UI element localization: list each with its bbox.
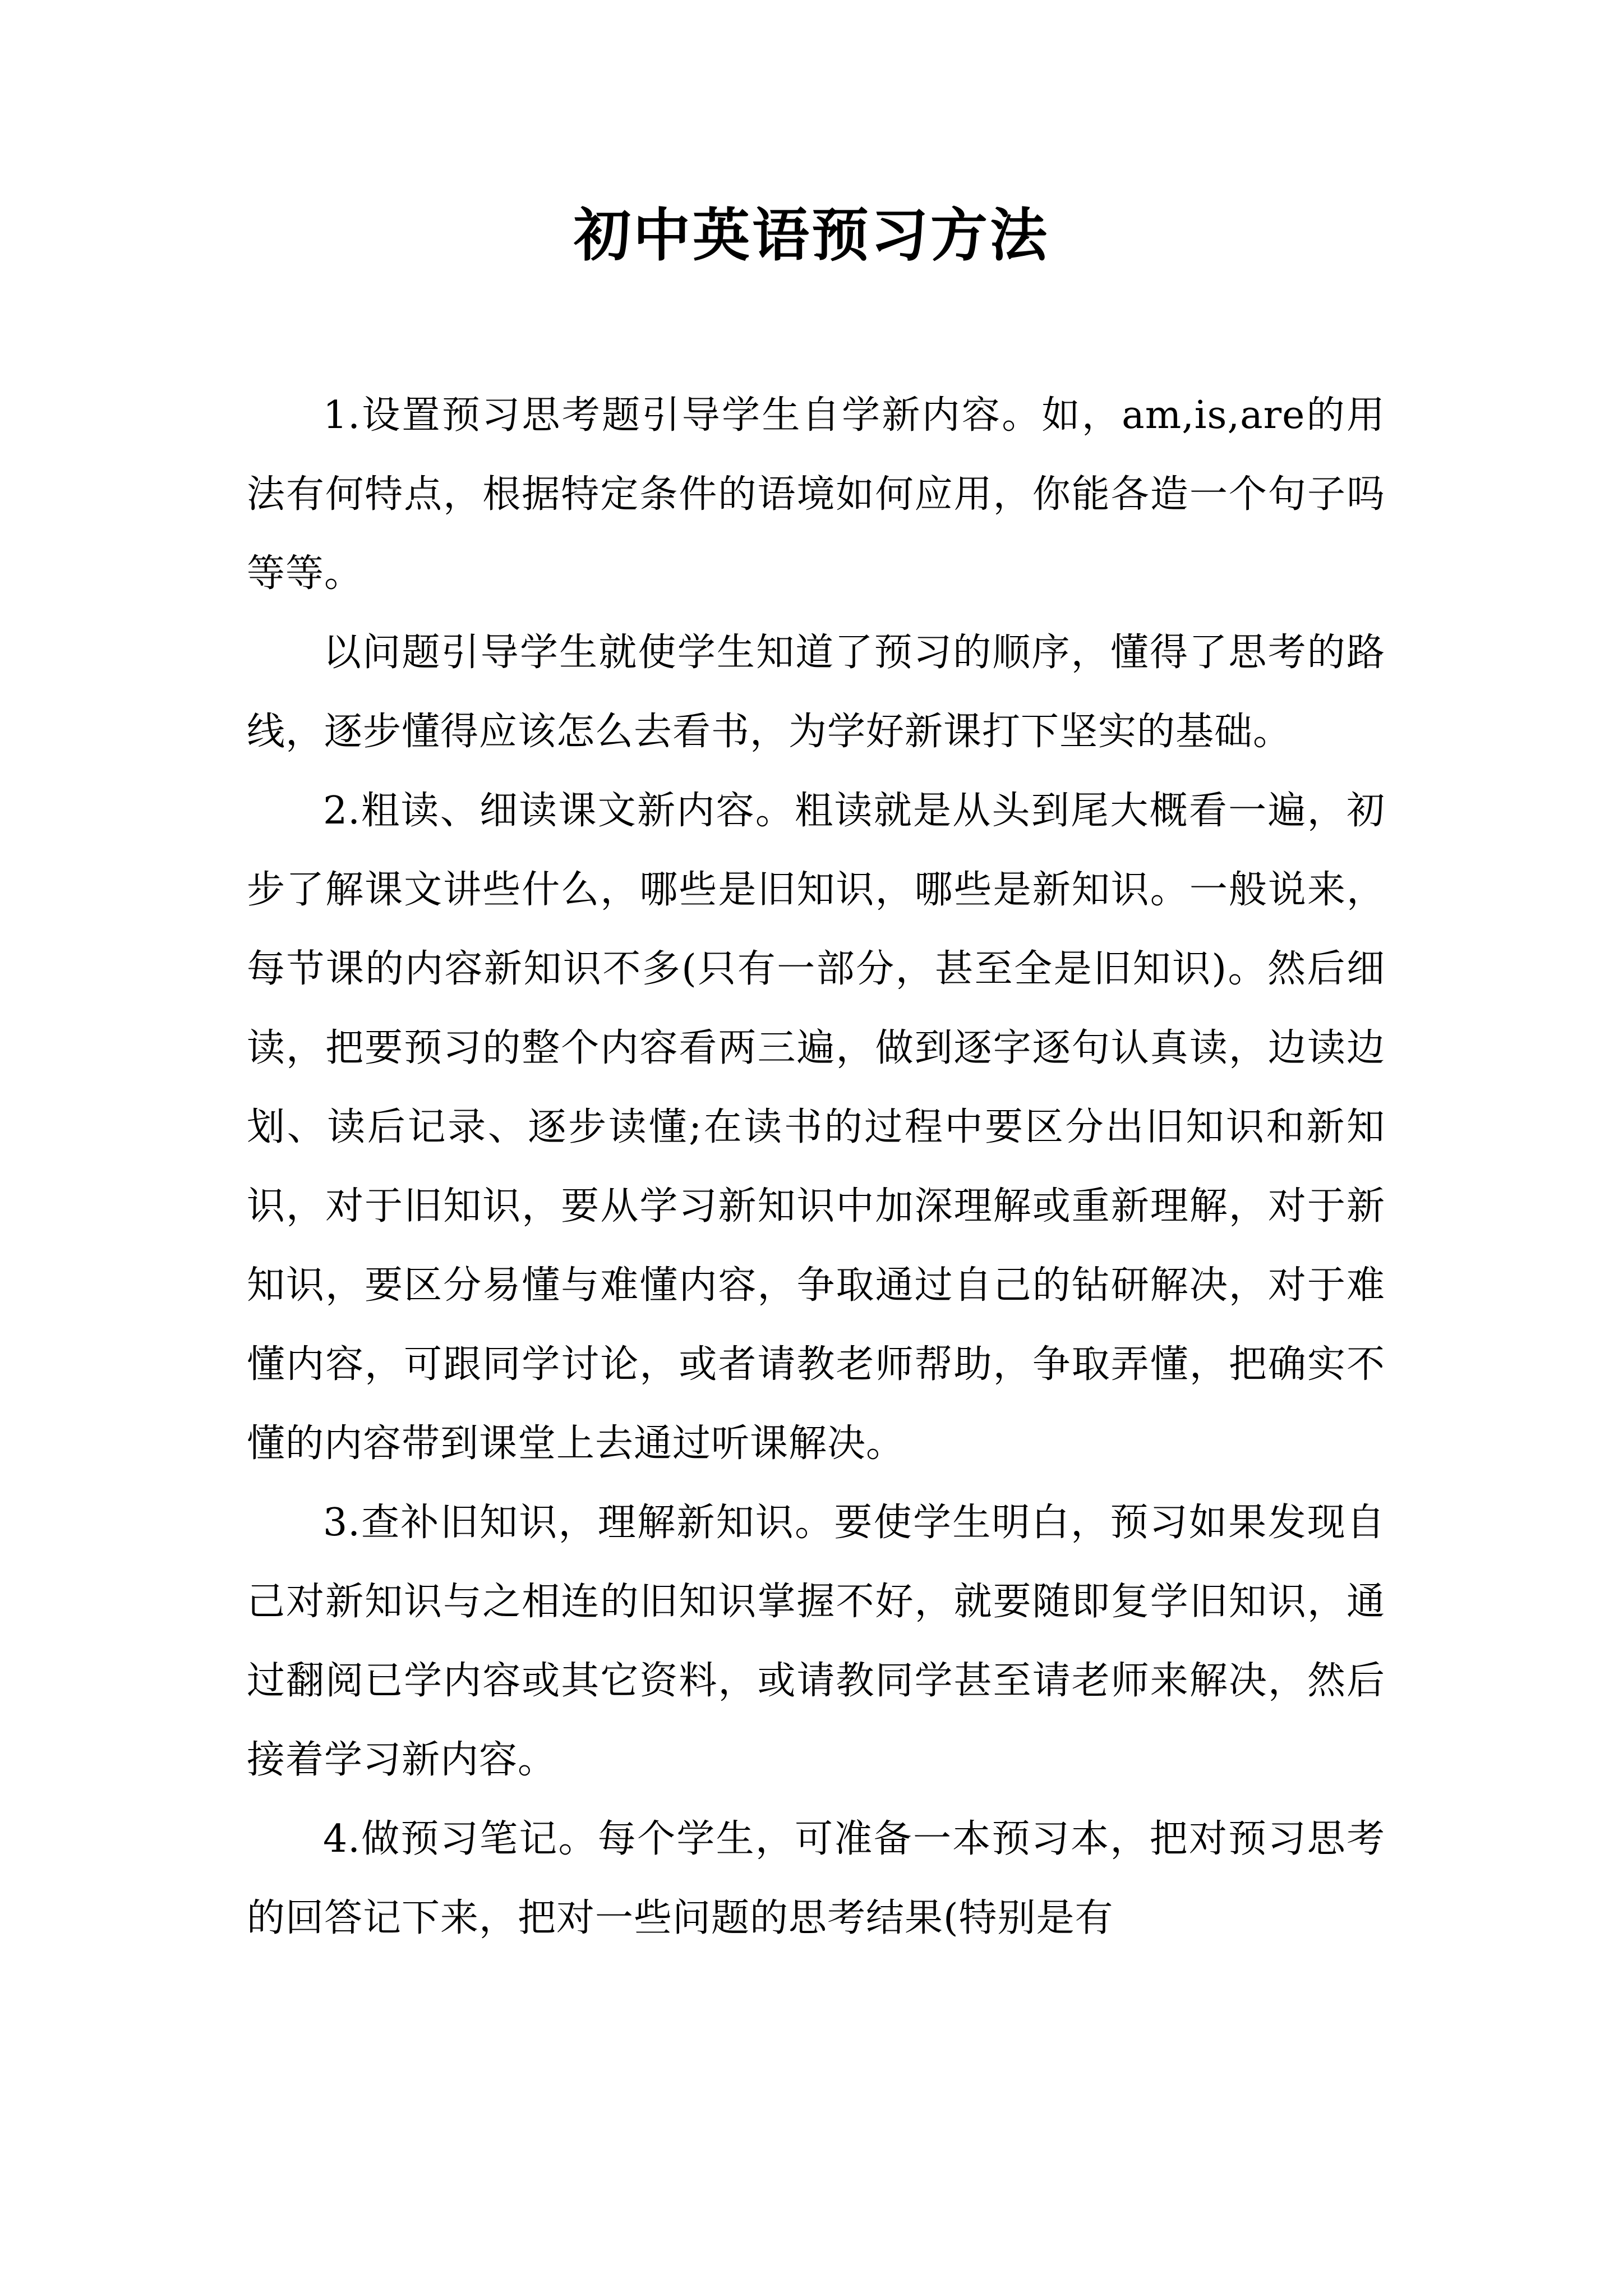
- paragraph-2: 以问题引导学生就使学生知道了预习的顺序，懂得了思考的路线，逐步懂得应该怎么去看书，为学好新课打下坚实的基础。: [247, 631, 1385, 754]
- paragraph-1: 1.设置预习思考题引导学生自学新内容。如，am,is,are的用法有何特点，根据特定条件的语境如何应用，你能各造一个句子吗等等。: [247, 393, 1385, 596]
- document-body: [247, 376, 1385, 1958]
- paragraph-3: 2.粗读、细读课文新内容。粗读就是从头到尾大概看一遍，初步了解课文讲些什么，哪些是旧知识，哪些是新知识。一般说来，每节课的内容新知识不多(只有一部分，甚至全是旧知识)。然后细读，把要预习的整个内容看两三遍，做到逐字逐句认真读，边读边划、读后记录、逐步读懂;在读书的过程中要区分出旧知识和新知识，对于旧知识，要从学习新知识中加深理解或重新理解，对于新知识，要区分易懂与难懂内容，争取通过自己的钻研解决，对于难懂内容，可跟同学讨论，或者请教老师帮助，争取弄懂，把确实不懂的内容带到课堂上去通过听课解决。: [247, 789, 1385, 1466]
- paragraph-4: 3.查补旧知识，理解新知识。要使学生明白，预习如果发现自己对新知识与之相连的旧知识掌握不好，就要随即复学旧知识，通过翻阅已学内容或其它资料，或请教同学甚至请老师来解决，然后接着学习新内容。: [247, 1501, 1385, 1782]
- paragraph-5: 4.做预习笔记。每个学生，可准备一本预习本，把对预习思考的回答记下来，把对一些问题的思考结果(特别是有: [247, 1817, 1385, 1940]
- document-title: 初中英语预习方法: [574, 202, 1049, 269]
